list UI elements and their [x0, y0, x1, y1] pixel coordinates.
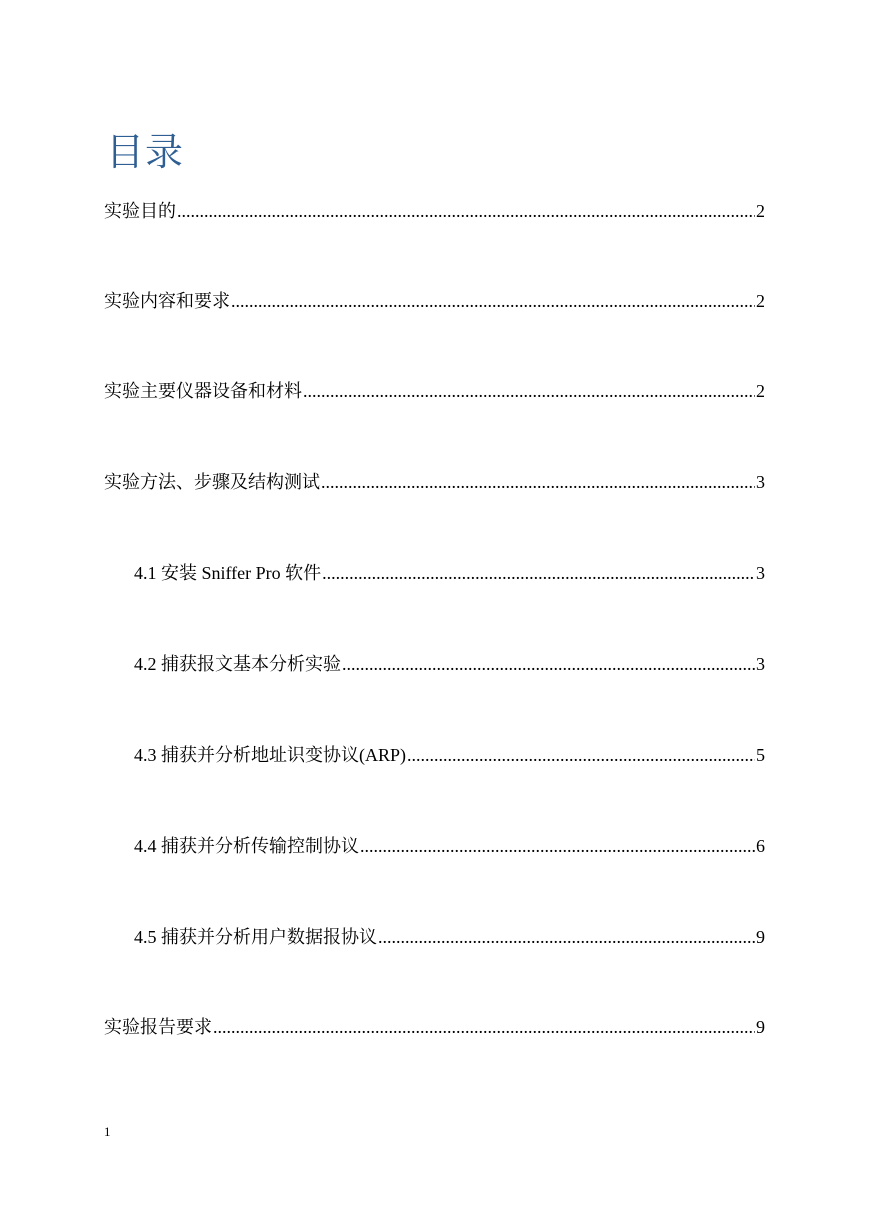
toc-entry-page: 3 [756, 654, 765, 674]
toc-entry-page: 5 [756, 745, 765, 765]
toc-leader-dots [231, 288, 755, 314]
toc-entry-purpose[interactable] [104, 198, 765, 224]
toc-leader-dots [407, 742, 755, 768]
toc-entry-4-1[interactable] [134, 560, 765, 586]
toc-entry-label: 4.1 安装 Sniffer Pro 软件 [134, 563, 322, 583]
toc-entry-page: 2 [756, 381, 765, 401]
toc-entry-page: 2 [756, 201, 765, 221]
toc-entry-label: 4.5 捕获并分析用户数据报协议 [134, 927, 377, 947]
toc-leader-dots [342, 651, 755, 677]
toc-entry-label: 实验主要仪器设备和材料 [104, 381, 302, 401]
toc-entry-content-requirements[interactable] [104, 288, 765, 314]
toc-entry-page: 2 [756, 291, 765, 311]
toc-entry-4-3[interactable] [134, 742, 765, 768]
toc-entry-page: 9 [756, 1017, 765, 1037]
toc-entry-label: 实验报告要求 [104, 1017, 212, 1037]
toc-leader-dots [303, 378, 755, 404]
toc-entry-page: 3 [756, 563, 765, 583]
toc-leader-dots [213, 1014, 755, 1040]
toc-entry-equipment[interactable] [104, 378, 765, 404]
toc-entry-page: 9 [756, 927, 765, 947]
toc-entry-label: 4.2 捕获报文基本分析实验 [134, 654, 341, 674]
toc-entry-4-5[interactable] [134, 924, 765, 950]
toc-entry-page: 6 [756, 836, 765, 856]
toc-entry-label: 4.3 捕获并分析地址识变协议(ARP) [134, 745, 407, 765]
toc-entry-page: 3 [756, 472, 765, 492]
toc-leader-dots [177, 198, 755, 224]
toc-title: 目录 [106, 130, 185, 174]
toc-entry-report-requirements[interactable] [104, 1014, 765, 1040]
toc-leader-dots [321, 469, 755, 495]
toc-entry-4-2[interactable] [134, 651, 765, 677]
toc-entry-label: 4.4 捕获并分析传输控制协议 [134, 836, 359, 856]
toc-leader-dots [378, 924, 755, 950]
toc-entry-4-4[interactable] [134, 833, 765, 859]
toc-entry-label: 实验内容和要求 [104, 291, 230, 311]
toc-entry-label: 实验目的 [104, 201, 176, 221]
footer-page-number: 1 [104, 1124, 111, 1139]
toc-entry-methods[interactable] [104, 469, 765, 495]
toc-leader-dots [322, 560, 755, 586]
toc-entry-label: 实验方法、步骤及结构测试 [104, 472, 320, 492]
toc-leader-dots [360, 833, 755, 859]
